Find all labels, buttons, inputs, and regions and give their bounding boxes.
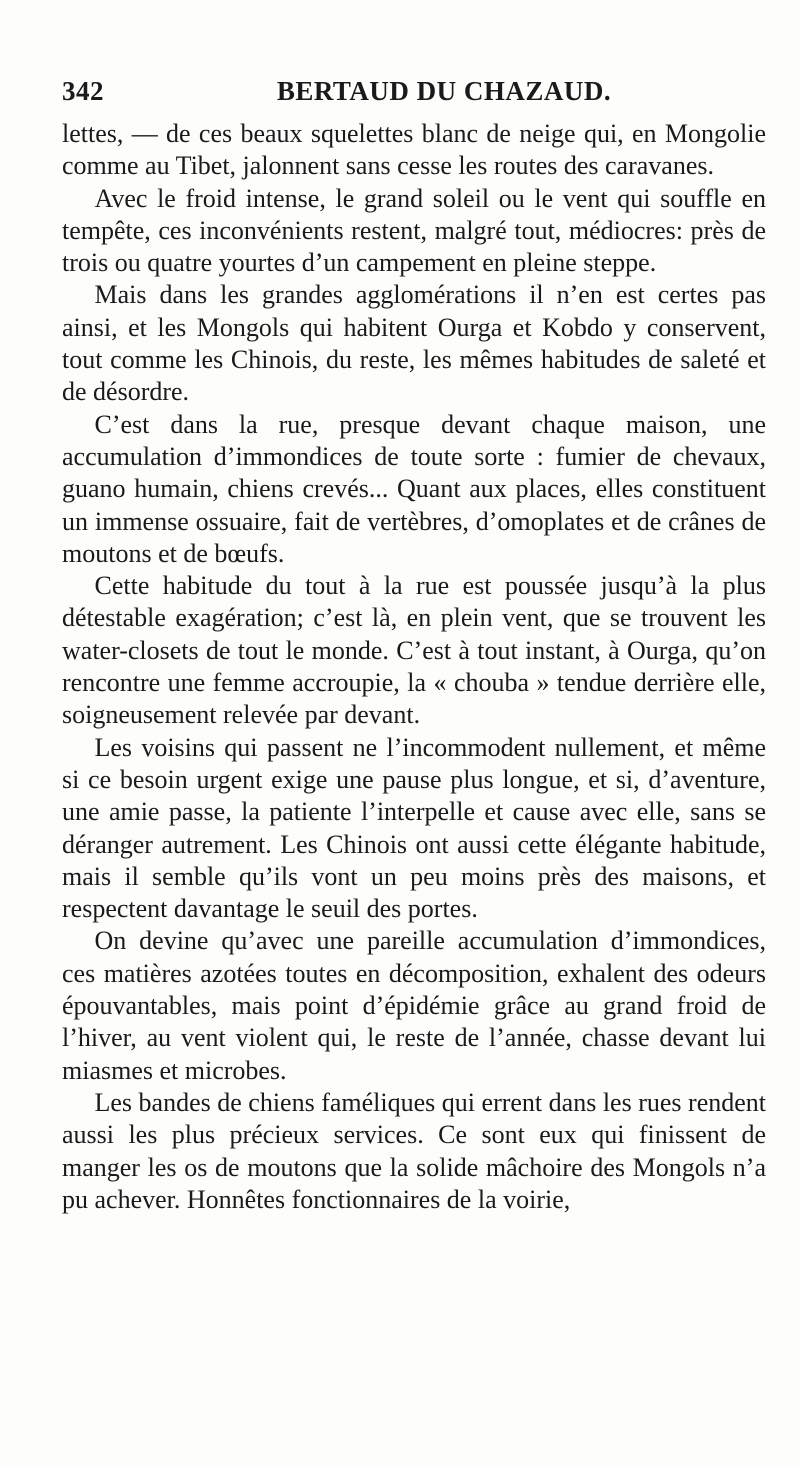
paragraph: C’est dans la rue, presque devant chaque maison, une accumulation d’immondices de toute sorte : fumier de chevaux, guano humain, chiens crevés... Quant aux places, elles constituent un immense ossuaire, fait de vertèbres, d’omoplates et de crânes de moutons et de bœufs.: [62, 409, 766, 568]
paragraph: On devine qu’avec une pareille accumulation d’immondices, ces matières azotées toutes en décomposition, exhalent des odeurs épouvantables, mais point d’épidémie grâce au grand froid de l’hiver, au vent violent qui, le reste de l’année, chasse devant lui miasmes et microbes.: [62, 926, 766, 1085]
paragraph-continued: lettes, — de ces beaux squelettes blanc de neige qui, en Mongolie comme au Tibet, jalonnent sans cesse les routes des caravanes.: [62, 119, 766, 181]
paragraph: Avec le froid intense, le grand soleil ou le vent qui souffle en tempête, ces inconvénients restent, malgré tout, médiocres: près de trois ou quatre yourtes d’un campement en pleine steppe.: [62, 183, 766, 278]
body-text: [62, 118, 766, 1216]
paragraph: Mais dans les grandes agglomérations il n’en est certes pas ainsi, et les Mongols qui habitent Ourga et Kobdo y conservent, tout comme les Chinois, du reste, les mêmes habitudes de saleté et de désordre.: [62, 280, 766, 407]
paragraph: Les bandes de chiens faméliques qui errent dans les rues rendent aussi les plus précieux services. Ce sont eux qui finissent de manger les os de moutons que la solide mâchoire des Mongols n’a pu achever. Honnêtes fonctionnaires de la voirie,: [62, 1087, 766, 1214]
page-header: [62, 76, 766, 116]
running-title: BERTAUD DU CHAZAUD.: [276, 76, 612, 106]
page-number: 342: [62, 76, 104, 106]
paragraph: Cette habitude du tout à la rue est poussée jusqu’à la plus détestable exagération; c’est là, en plein vent, que se trouvent les water-closets de tout le monde. C’est à tout instant, à Ourga, qu’on rencontre une femme accroupie, la « chouba » tendue derrière elle, soigneusement relevée par devant.: [62, 571, 766, 730]
paragraph: Les voisins qui passent ne l’incommodent nullement, et même si ce besoin urgent exige une pause plus longue, et si, d’aventure, une amie passe, la patiente l’interpelle et cause avec elle, sans se déranger autrement. Les Chinois ont aussi cette élégante habitude, mais il semble qu’ils vont un peu moins près des maisons, et respectent davantage le seuil des portes.: [62, 732, 766, 924]
